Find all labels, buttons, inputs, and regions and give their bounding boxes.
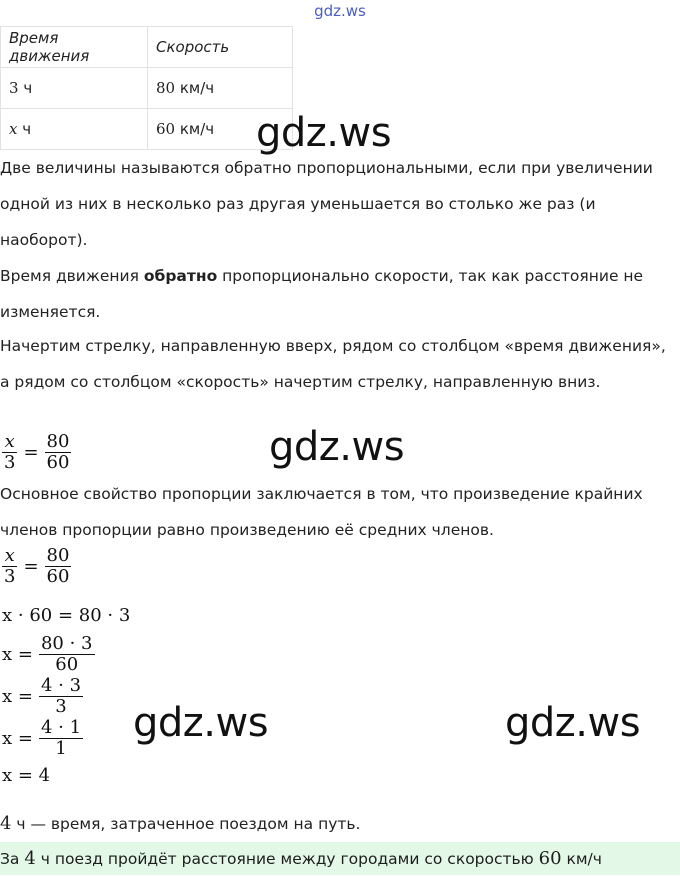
number: 4	[24, 848, 36, 869]
watermark: gdz.ws	[269, 424, 405, 470]
denominator: 3	[55, 696, 67, 717]
numerator: 80	[46, 431, 70, 452]
table-cell-speed	[148, 68, 293, 109]
equals-sign: =	[23, 556, 39, 577]
paragraph-definition: Две величины называются обратно пропорциональными, если при увеличении одной из них в несколько раз другая уменьшается во столько же раз (и наоборот).	[0, 159, 653, 249]
fraction	[39, 718, 83, 759]
speed-unit: км/ч	[179, 120, 215, 138]
proportion-equation	[2, 432, 71, 473]
text-span: За	[0, 850, 25, 868]
table-header-time: Время движения	[1, 27, 148, 68]
numerator: x	[2, 432, 17, 453]
paragraph-inverse-relation	[0, 258, 675, 330]
watermark: gdz.ws	[505, 700, 641, 746]
equation-step	[2, 634, 95, 675]
numerator: 4 · 1	[40, 717, 82, 738]
equation-lhs: x =	[2, 644, 33, 665]
equation-result: x = 4	[2, 765, 51, 786]
fraction	[39, 676, 83, 717]
watermark-top: gdz.ws	[314, 2, 366, 20]
proportion-equation	[2, 546, 71, 587]
paragraph-proportion-property: Основное свойство пропорции заключается в том, что произведение крайних членов пропорции равно произведению её средних членов.	[0, 485, 643, 539]
numerator: 80	[46, 545, 70, 566]
table-cell-time	[1, 109, 148, 150]
equation-lhs: x =	[2, 728, 33, 749]
table-header-speed: Скорость	[148, 27, 293, 68]
data-table	[0, 26, 293, 150]
text-span: пропорционально скорости, так как расстояние не изменяется.	[0, 267, 644, 321]
watermark: gdz.ws	[256, 110, 392, 156]
equation-lhs: x =	[2, 686, 33, 707]
answer-banner	[0, 842, 680, 875]
denominator: 60	[46, 452, 70, 473]
speed-value: 80	[156, 79, 176, 97]
denominator: 3	[4, 566, 16, 587]
text-span: ч — время, затраченное поездом на путь.	[11, 815, 361, 833]
table-row	[1, 68, 293, 109]
table-header-row	[1, 27, 293, 68]
time-unit: ч	[22, 120, 32, 138]
equals-sign: =	[23, 442, 39, 463]
equation-product: x · 60 = 80 · 3	[2, 605, 131, 626]
time-value: 3	[9, 79, 19, 97]
bold-text: обратно	[143, 267, 218, 285]
number: 4	[0, 813, 12, 834]
numerator: 80 · 3	[40, 633, 93, 654]
equation-step	[2, 676, 83, 717]
denominator: 60	[46, 566, 70, 587]
speed-unit: км/ч	[179, 79, 215, 97]
numerator: x	[2, 546, 17, 567]
watermark: gdz.ws	[133, 700, 269, 746]
paragraph-arrows: Начертим стрелку, направленную вверх, рядом со столбцом «время движения», а рядом со столбцом «скорость» начертим стрелку, направленную вниз.	[0, 337, 666, 391]
number: 60	[538, 848, 562, 869]
time-variable: x	[9, 120, 18, 138]
equation-step	[2, 718, 83, 759]
text-span: Время движения	[0, 267, 144, 285]
denominator: 60	[55, 654, 79, 675]
table-cell-time	[1, 68, 148, 109]
text-span: ч поезд пройдёт расстояние между городами со скоростью	[35, 850, 539, 868]
fraction	[2, 432, 17, 473]
table-row	[1, 109, 293, 150]
denominator: 3	[4, 452, 16, 473]
speed-value: 60	[156, 120, 176, 138]
fraction	[39, 634, 95, 675]
fraction	[45, 546, 72, 587]
paragraph-conclusion	[0, 806, 675, 842]
time-unit: ч	[23, 79, 33, 97]
text-span: км/ч	[561, 850, 602, 868]
fraction	[2, 546, 17, 587]
numerator: 4 · 3	[40, 675, 82, 696]
denominator: 1	[55, 738, 67, 759]
fraction	[45, 432, 72, 473]
